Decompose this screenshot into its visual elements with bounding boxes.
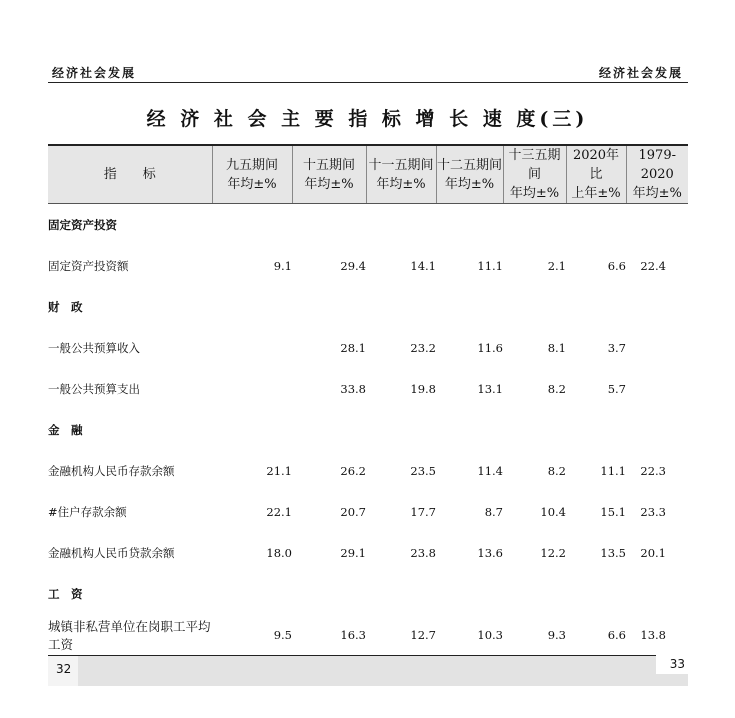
cell-value: 11.1	[477, 258, 503, 273]
cell-value: 13.5	[600, 545, 626, 560]
table-row	[48, 491, 688, 532]
column-header-line: 十二五期间	[436, 157, 502, 173]
cell-value: 12.7	[366, 614, 436, 656]
row-label: 一般公共预算收入	[48, 340, 140, 355]
category-label: 财 政	[48, 299, 83, 314]
cell-value: 16.3	[292, 614, 366, 656]
column-header-line: 年均±%	[632, 186, 682, 201]
table-row	[48, 245, 688, 286]
cell-value: 13.6	[477, 545, 503, 560]
column-header-line: 指 标	[103, 167, 156, 182]
cell-value	[626, 327, 688, 368]
footer-bar	[48, 656, 688, 686]
cell-value: 17.7	[410, 504, 436, 519]
column-header-line: 年均±%	[304, 176, 354, 192]
row-label: #住户存款余额	[48, 504, 127, 519]
cell-value: 33.8	[340, 381, 366, 396]
column-header-1	[212, 145, 292, 204]
column-header-line: 2020年比	[572, 148, 620, 182]
cell-value: 23.5	[410, 463, 436, 478]
cell-value: 21.1	[266, 463, 292, 478]
column-header-7	[626, 145, 688, 204]
column-header-line: 年均±%	[509, 186, 560, 201]
cell-value: 12.2	[540, 545, 566, 560]
table-row	[48, 532, 688, 573]
column-header-line: 十一五期间	[368, 157, 434, 173]
table-row	[48, 327, 688, 368]
header-rule	[48, 82, 688, 83]
category-label: 工 资	[48, 586, 83, 601]
cell-value: 6.6	[607, 258, 626, 273]
cell-value: 13.1	[477, 381, 503, 396]
table-row	[48, 368, 688, 409]
cell-value: 29.1	[340, 545, 366, 560]
table-title: 经 济 社 会 主 要 指 标 增 长 速 度(三)	[146, 108, 589, 130]
column-header-2	[292, 145, 366, 204]
cell-value: 18.0	[266, 545, 292, 560]
category-row	[48, 204, 688, 246]
page-number-right: 33	[669, 657, 685, 671]
cell-value: 23.2	[410, 340, 436, 355]
column-header-line: 九五期间	[225, 157, 278, 173]
cell-value: 29.4	[340, 258, 366, 273]
cell-value: 22.1	[266, 504, 292, 519]
cell-value: 14.1	[410, 258, 436, 273]
cell-value: 20.1	[640, 545, 666, 560]
cell-value	[212, 327, 292, 368]
column-header-indicator	[48, 145, 212, 204]
cell-value: 15.1	[600, 504, 626, 519]
column-header-line: 上年±%	[571, 186, 621, 201]
row-label: 金融机构人民币贷款余额	[48, 545, 175, 560]
column-header-line: 年均±%	[444, 176, 495, 192]
row-label: 一般公共预算支出	[48, 381, 140, 396]
indicators-table	[48, 144, 688, 657]
cell-value: 11.1	[600, 463, 626, 478]
cell-value	[626, 368, 688, 409]
table-body	[48, 204, 688, 657]
cell-value: 6.6	[566, 614, 626, 656]
cell-value: 26.2	[340, 463, 366, 478]
running-header-left: 经济社会发展	[52, 66, 137, 80]
cell-value: 22.3	[640, 463, 666, 478]
category-row	[48, 286, 688, 327]
cell-value: 9.3	[503, 614, 566, 656]
cell-value: 9.5	[212, 614, 292, 656]
cell-value: 13.8	[626, 614, 688, 656]
cell-value: 5.7	[607, 381, 626, 396]
cell-value: 8.2	[547, 381, 566, 396]
column-header-3	[366, 145, 436, 204]
cell-value: 10.4	[540, 504, 566, 519]
cell-value: 8.7	[484, 504, 503, 519]
cell-value: 20.7	[340, 504, 366, 519]
cell-value: 8.2	[547, 463, 566, 478]
column-header-line: 年均±%	[227, 176, 277, 192]
table-row	[48, 614, 688, 656]
page-number-left: 32	[56, 662, 72, 676]
cell-value: 23.3	[640, 504, 666, 519]
column-header-line: 十三五期间	[508, 148, 561, 182]
column-header-line: 1979-2020	[638, 148, 676, 182]
cell-value: 8.1	[547, 340, 566, 355]
running-header-right: 经济社会发展	[598, 66, 683, 80]
row-label: 城镇非私营单位在岗职工平均工资	[48, 614, 212, 656]
cell-value: 9.1	[273, 258, 292, 273]
table-row	[48, 450, 688, 491]
cell-value: 11.4	[477, 463, 503, 478]
cell-value: 23.8	[410, 545, 436, 560]
category-row	[48, 573, 688, 614]
column-header-6	[566, 145, 626, 204]
column-header-4	[436, 145, 503, 204]
cell-value: 10.3	[436, 614, 503, 656]
cell-value: 3.7	[607, 340, 626, 355]
category-row	[48, 409, 688, 450]
column-header-line: 年均±%	[376, 176, 426, 192]
cell-value: 19.8	[410, 381, 436, 396]
category-label: 固定资产投资	[48, 217, 117, 232]
column-header-line: 十五期间	[302, 157, 355, 173]
cell-value: 22.4	[640, 258, 666, 273]
category-label: 金 融	[48, 422, 83, 437]
cell-value	[212, 368, 292, 409]
cell-value: 11.6	[477, 340, 503, 355]
row-label: 金融机构人民币存款余额	[48, 463, 175, 478]
cell-value: 2.1	[547, 258, 566, 273]
cell-value: 28.1	[340, 340, 366, 355]
table-header-row	[48, 145, 688, 204]
row-label: 固定资产投资额	[48, 258, 129, 273]
column-header-5	[503, 145, 566, 204]
